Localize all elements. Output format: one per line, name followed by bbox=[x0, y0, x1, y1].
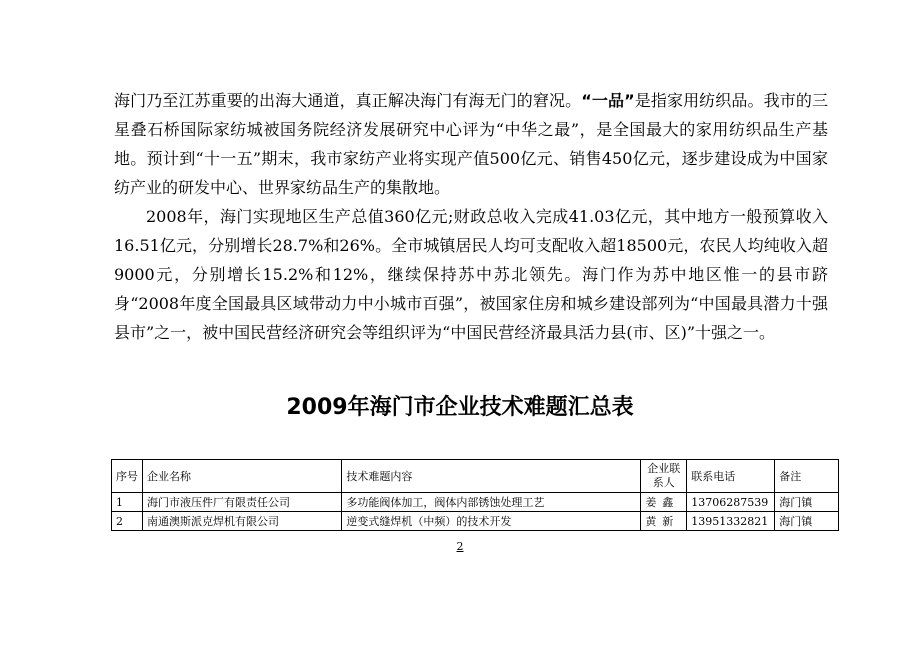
paragraph-1-before: 海门乃至江苏重要的出海大通道，真正解决海门有海无门的窘况。 bbox=[114, 91, 582, 110]
table-row bbox=[112, 512, 839, 531]
paragraph-2: 2008年，海门实现地区生产总值360亿元;财政总收入完成41.03亿元，其中地方一般预算收入16.51亿元，分别增长28.7%和26%。全市城镇居民人均可支配收入超18500元，农民人均纯收入超9000元，分别增长15.2%和12%，继续保持苏中苏北领先。海门作为苏中地区惟一的县市跻身“2008年度全国最具区域带动力中小城市百强”，被国家住房和城乡建设部列为“中国最具潜力十强县市”之一，被中国民营经济研究会等组织评为“中国民营经济最具活力县(市、区)”十强之一。 bbox=[114, 207, 828, 342]
cell-seq: 2 bbox=[112, 512, 143, 531]
header-seq: 序号 bbox=[112, 460, 143, 493]
cell-problem: 多功能阀体加工，阀体内部锈蚀处理工艺 bbox=[342, 493, 641, 512]
cell-note: 海门镇 bbox=[775, 512, 839, 531]
cell-phone: 13706287539 bbox=[687, 493, 775, 512]
page-number bbox=[0, 540, 920, 553]
cell-seq: 1 bbox=[112, 493, 143, 512]
body-text bbox=[114, 86, 828, 347]
cell-contact: 黄新 bbox=[641, 512, 687, 531]
header-contact: 企业联系人 bbox=[641, 460, 687, 493]
paragraph-1-bold: “一品” bbox=[581, 91, 635, 110]
cell-company: 海门市液压件厂有限责任公司 bbox=[143, 493, 342, 512]
page-number-value: 2 bbox=[456, 540, 464, 553]
table-row bbox=[112, 493, 839, 512]
cell-contact: 姜鑫 bbox=[641, 493, 687, 512]
cell-company: 南通澳斯派克焊机有限公司 bbox=[143, 512, 342, 531]
header-phone: 联系电话 bbox=[687, 460, 775, 493]
header-problem: 技术难题内容 bbox=[342, 460, 641, 493]
table-header-row bbox=[112, 460, 839, 493]
tech-problems-table bbox=[111, 459, 839, 531]
paragraph-1 bbox=[114, 86, 828, 202]
header-note: 备注 bbox=[775, 460, 839, 493]
header-company: 企业名称 bbox=[143, 460, 342, 493]
cell-phone: 13951332821 bbox=[687, 512, 775, 531]
cell-note: 海门镇 bbox=[775, 493, 839, 512]
paragraph-1-after: 是指家用纺织品。我市的三星叠石桥国际家纺城被国务院经济发展研究中心评为“中华之最”，是全国最大的家用纺织品生产基地。预计到“十一五”期末，我市家纺产业将实现产值500亿元、销售450亿元，逐步建设成为中国家纺产业的研发中心、世界家纺品生产的集散地。 bbox=[114, 91, 828, 197]
cell-problem: 逆变式缝焊机（中频）的技术开发 bbox=[342, 512, 641, 531]
table-title: 2009年海门市企业技术难题汇总表 bbox=[286, 395, 634, 420]
